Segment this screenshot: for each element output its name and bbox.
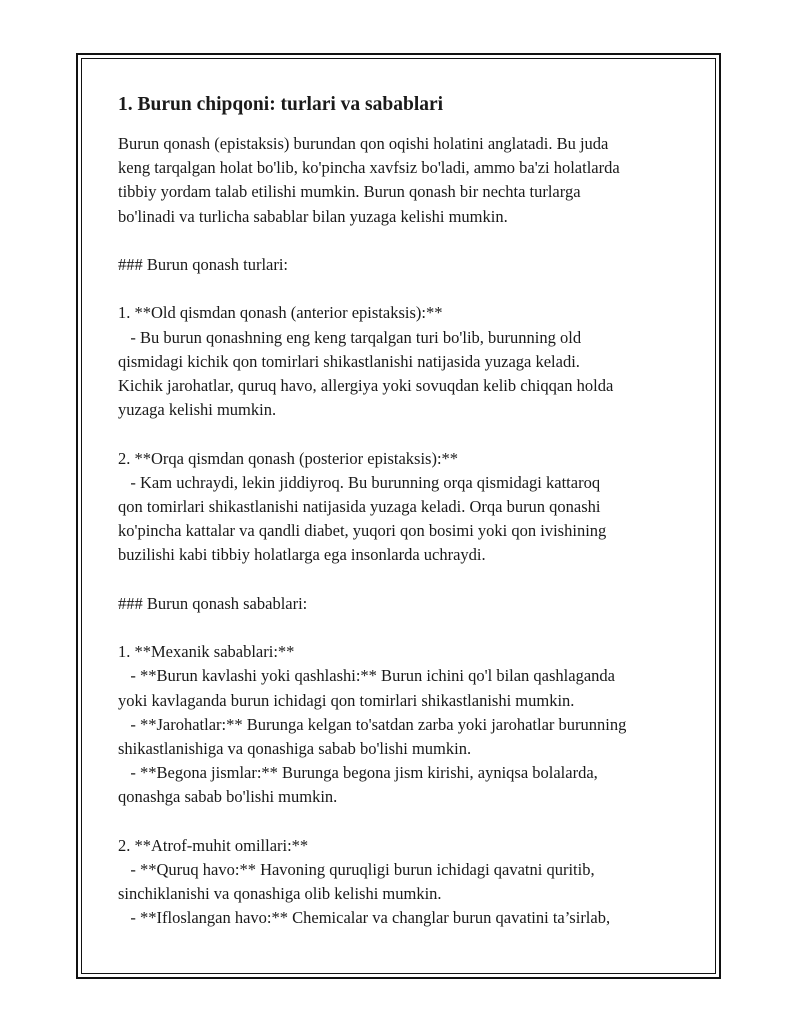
blank-line — [118, 277, 684, 301]
document-title: 1. Burun chipqoni: turlari va sabablari — [118, 94, 444, 115]
text-line: 2. **Orqa qismdan qonash (posterior epistaksis):** — [118, 448, 459, 468]
text-line: - Kam uchraydi, lekin jiddiyroq. Bu burunning orqa qismidagi kattaroq — [118, 472, 601, 492]
blank-line — [118, 422, 684, 446]
text-line: Burun qonash (epistaksis) burundan qon oqishi holatini anglatadi. Bu juda — [118, 134, 609, 153]
text-line: Kichik jarohatlar, quruq havo, allergiya yoki sovuqdan kelib chiqqan holda — [118, 376, 614, 395]
text-line: ko'pincha kattalar va qandli diabet, yuqori qon bosimi yoki qon ivishining — [118, 521, 607, 541]
text-line: - **Begona jismlar:** Burunga begona jism kirishi, ayniqsa bolalarda, — [118, 763, 598, 783]
text-line: - **Ifloslangan havo:** Chemicalar va changlar burun qavatini ta’sirlab, — [118, 908, 611, 928]
text-line: 2. **Atrof-muhit omillari:** — [118, 835, 309, 855]
text-line: ### Burun qonash turlari: — [118, 255, 289, 274]
document-body — [118, 92, 684, 931]
blank-line — [118, 568, 684, 592]
text-line: buzilishi kabi tibbiy holatlarga ega insonlarda uchraydi. — [118, 545, 486, 565]
text-line: yoki kavlaganda burun ichidagi qon tomirlari shikastlanishi mumkin. — [118, 690, 575, 710]
text-line: 1. **Mexanik sabablari:** — [118, 642, 295, 662]
text-line: 1. **Old qismdan qonash (anterior epistaksis):** — [118, 303, 443, 323]
text-line: shikastlanishiga va qonashiga sabab bo'lishi mumkin. — [118, 739, 472, 758]
text-line: yuzaga kelishi mumkin. — [118, 400, 277, 420]
text-line: bo'linadi va turlicha sabablar bilan yuzaga kelishi mumkin. — [118, 206, 508, 226]
text-line: ### Burun qonash sabablari: — [118, 593, 308, 613]
text-line: - **Quruq havo:** Havoning quruqligi burun ichidagi qavatni quritib, — [118, 860, 595, 879]
text-line: - **Jarohatlar:** Burunga kelgan to'satdan zarba yoki jarohatlar burunning — [118, 714, 627, 734]
text-line: qismidagi kichik qon tomirlari shikastlanishi natijasida yuzaga keladi. — [118, 351, 580, 371]
text-line: qon tomirlari shikastlanishi natijasida yuzaga keladi. Orqa burun qonashi — [118, 497, 601, 516]
document-text — [118, 132, 684, 931]
text-line: qonashga sabab bo'lishi mumkin. — [118, 787, 338, 807]
blank-line — [118, 616, 684, 640]
text-line: keng tarqalgan holat bo'lib, ko'pincha xavfsiz bo'ladi, ammo ba'zi holatlarda — [118, 158, 620, 178]
text-line: sinchiklanishi va qonashiga olib kelishi mumkin. — [118, 884, 442, 904]
text-line: tibbiy yordam talab etilishi mumkin. Burun qonash bir nechta turlarga — [118, 182, 581, 202]
blank-line — [118, 810, 684, 834]
text-line: - **Burun kavlashi yoki qashlashi:** Burun ichini qo'l bilan qashlaganda — [118, 666, 615, 686]
text-line: - Bu burun qonashning eng keng tarqalgan turi bo'lib, burunning old — [118, 327, 582, 347]
blank-line — [118, 229, 684, 253]
